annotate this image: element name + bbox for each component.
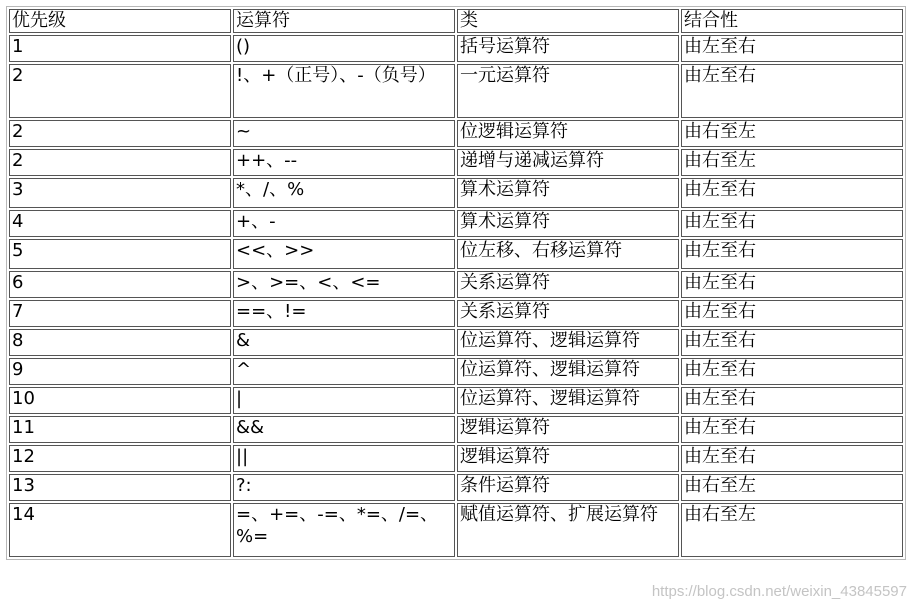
cell-priority: 2 [9,120,231,147]
header-row [9,9,903,33]
cell-category: 位运算符、逻辑运算符 [457,387,679,414]
header-cell-priority: 优先级 [9,9,231,33]
cell-associativity: 由左至右 [681,35,903,62]
header-cell-operator: 运算符 [233,9,455,33]
watermark-text: https://blog.csdn.net/weixin_43845597 [651,583,907,600]
cell-category: 关系运算符 [457,271,679,298]
cell-category: 算术运算符 [457,210,679,237]
cell-operator: ^ [233,358,455,385]
cell-category: 位运算符、逻辑运算符 [457,358,679,385]
table-body [9,35,903,557]
cell-associativity: 由右至左 [681,474,903,501]
cell-category: 位运算符、逻辑运算符 [457,329,679,356]
cell-priority: 2 [9,64,231,118]
cell-associativity: 由左至右 [681,178,903,208]
cell-operator: ++、-- [233,149,455,176]
table-row [9,239,903,269]
cell-priority: 5 [9,239,231,269]
cell-category: 位左移、右移运算符 [457,239,679,269]
cell-category: 关系运算符 [457,300,679,327]
cell-priority: 2 [9,149,231,176]
cell-associativity: 由左至右 [681,210,903,237]
cell-operator: & [233,329,455,356]
cell-associativity: 由左至右 [681,358,903,385]
table-row [9,329,903,356]
cell-associativity: 由左至右 [681,64,903,118]
cell-associativity: 由左至右 [681,416,903,443]
cell-operator: ?: [233,474,455,501]
cell-priority: 14 [9,503,231,557]
cell-category: 递增与递减运算符 [457,149,679,176]
cell-operator: ==、!= [233,300,455,327]
cell-associativity: 由左至右 [681,239,903,269]
cell-operator: && [233,416,455,443]
cell-operator: +、- [233,210,455,237]
table-row [9,387,903,414]
cell-associativity: 由右至左 [681,149,903,176]
cell-operator: () [233,35,455,62]
cell-associativity: 由左至右 [681,387,903,414]
table-row [9,120,903,147]
cell-operator: =、+=、-=、*=、/=、%= [233,503,455,557]
cell-category: 条件运算符 [457,474,679,501]
cell-associativity: 由左至右 [681,445,903,472]
cell-operator: || [233,445,455,472]
header-cell-category: 类 [457,9,679,33]
operator-precedence-table [6,6,906,560]
table-row [9,300,903,327]
table-row [9,416,903,443]
cell-priority: 4 [9,210,231,237]
cell-associativity: 由左至右 [681,271,903,298]
cell-associativity: 由右至左 [681,503,903,557]
cell-category: 逻辑运算符 [457,416,679,443]
cell-category: 算术运算符 [457,178,679,208]
cell-priority: 1 [9,35,231,62]
table-header [9,9,903,33]
cell-priority: 11 [9,416,231,443]
cell-operator: ~ [233,120,455,147]
table-row [9,474,903,501]
cell-priority: 12 [9,445,231,472]
cell-priority: 7 [9,300,231,327]
table-row [9,64,903,118]
cell-operator: *、/、% [233,178,455,208]
cell-operator: >、>=、<、<= [233,271,455,298]
table-row [9,271,903,298]
table-row [9,503,903,557]
cell-operator: !、+（正号）、-（负号） [233,64,455,118]
cell-operator: <<、>> [233,239,455,269]
cell-category: 赋值运算符、扩展运算符 [457,503,679,557]
cell-priority: 13 [9,474,231,501]
table-row [9,210,903,237]
cell-priority: 3 [9,178,231,208]
cell-category: 逻辑运算符 [457,445,679,472]
table-row [9,149,903,176]
cell-operator: | [233,387,455,414]
cell-category: 位逻辑运算符 [457,120,679,147]
cell-priority: 8 [9,329,231,356]
table-row [9,178,903,208]
cell-associativity: 由右至左 [681,120,903,147]
cell-priority: 10 [9,387,231,414]
cell-associativity: 由左至右 [681,329,903,356]
table-row [9,358,903,385]
cell-priority: 9 [9,358,231,385]
cell-associativity: 由左至右 [681,300,903,327]
cell-category: 一元运算符 [457,64,679,118]
header-cell-associativity: 结合性 [681,9,903,33]
cell-priority: 6 [9,271,231,298]
table-row [9,35,903,62]
table-row [9,445,903,472]
cell-category: 括号运算符 [457,35,679,62]
